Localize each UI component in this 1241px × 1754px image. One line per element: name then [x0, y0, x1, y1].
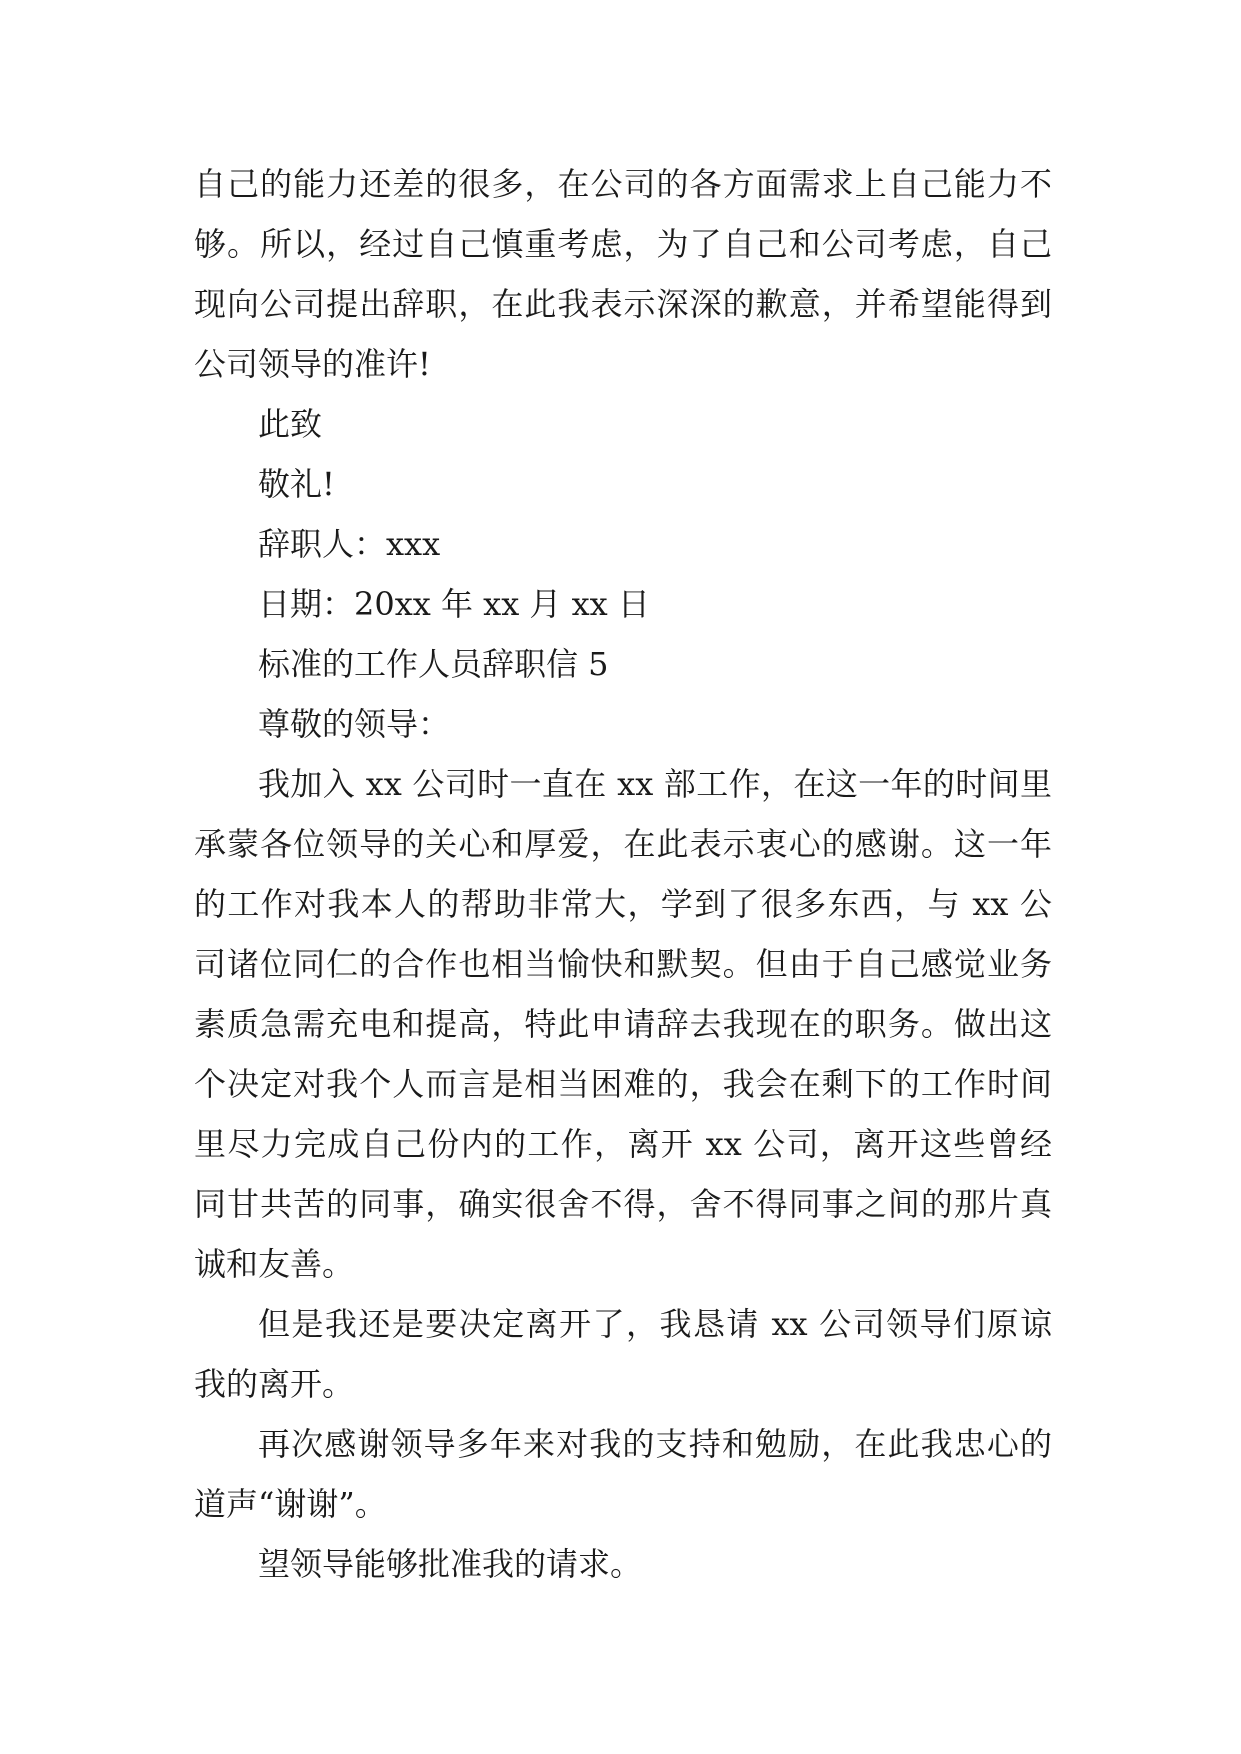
text-line: 日期：20xx 年 xx 月 xx 日 — [258, 585, 650, 623]
text-line: 标准的工作人员辞职信 5 — [258, 645, 609, 683]
text-line: 司诸位同仁的合作也相当愉快和默契。但由于自己感觉业务 — [194, 945, 1052, 983]
text-line: 道声“谢谢”。 — [194, 1485, 387, 1523]
text-line: 公司领导的准许! — [194, 345, 431, 383]
text-line: 辞职人：xxx — [258, 525, 441, 563]
text-line: 但是我还是要决定离开了，我恳请 xx 公司领导们原谅 — [258, 1305, 1052, 1343]
text-line: 同甘共苦的同事，确实很舍不得，舍不得同事之间的那片真 — [194, 1185, 1052, 1223]
text-line: 诚和友善。 — [194, 1245, 355, 1283]
text-line: 承蒙各位领导的关心和厚爱，在此表示衷心的感谢。这一年 — [194, 825, 1052, 863]
text-line: 望领导能够批准我的请求。 — [258, 1545, 643, 1583]
text-line: 敬礼! — [258, 465, 335, 503]
letter-body — [194, 154, 1052, 1594]
text-line: 尊敬的领导： — [258, 705, 451, 743]
text-line: 再次感谢领导多年来对我的支持和勉励，在此我忠心的 — [258, 1425, 1052, 1463]
text-line: 现向公司提出辞职，在此我表示深深的歉意，并希望能得到 — [194, 285, 1052, 323]
text-line: 自己的能力还差的很多，在公司的各方面需求上自己能力不 — [194, 165, 1052, 203]
text-line: 个决定对我个人而言是相当困难的，我会在剩下的工作时间 — [194, 1065, 1052, 1103]
text-line: 够。所以，经过自己慎重考虑，为了自己和公司考虑，自己 — [194, 225, 1052, 263]
text-line: 里尽力完成自己份内的工作，离开 xx 公司，离开这些曾经 — [194, 1125, 1052, 1163]
text-line: 我的离开。 — [194, 1365, 355, 1403]
text-line: 此致 — [258, 405, 323, 443]
text-line: 我加入 xx 公司时一直在 xx 部工作，在这一年的时间里 — [258, 765, 1052, 803]
text-line: 素质急需充电和提高，特此申请辞去我现在的职务。做出这 — [194, 1005, 1052, 1043]
text-line: 的工作对我本人的帮助非常大，学到了很多东西，与 xx 公 — [194, 885, 1052, 923]
